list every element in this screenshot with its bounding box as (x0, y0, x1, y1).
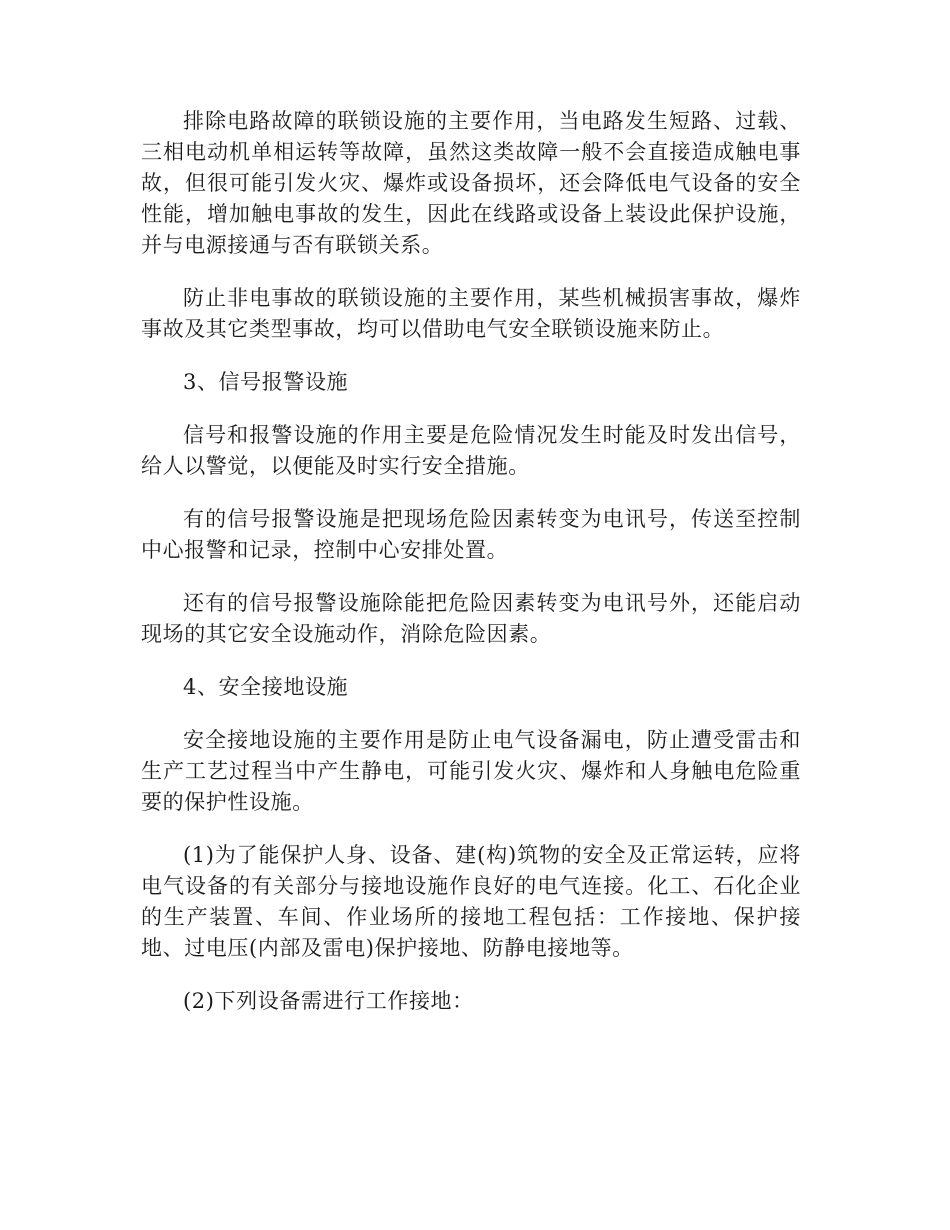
section-heading-grounding: 4、安全接地设施 (183, 675, 349, 699)
paragraph-signal-alarm-activation: 还有的信号报警设施除能把危险因素转变为电讯号外，还能启动现场的其它安全设施动作，消除危险因素。 (141, 591, 801, 646)
paragraph-interlock-non-electric: 防止非电事故的联锁设施的主要作用，某些机械损害事故，爆炸事故及其它类型事故，均可以借助电气安全联锁设施来防止。 (141, 286, 801, 341)
paragraph-interlock-fault: 排除电路故障的联锁设施的主要作用，当电路发生短路、过载、三相电动机单相运转等故障，虽然这类故障一般不会直接造成触电事故，但很可能引发火灾、爆炸或设备损坏，还会降低电气设备的安全性能，增加触电事故的发生，因此在线路或设备上装设此保护设施，并与电源接通与否有联锁关系。 (141, 109, 801, 257)
section-heading-signal-alarm: 3、信号报警设施 (183, 370, 349, 394)
paragraph-grounding-item-2: (2)下列设备需进行工作接地： (183, 989, 474, 1013)
paragraph-signal-alarm-control-center: 有的信号报警设施是把现场危险因素转变为电讯号，传送至控制中心报警和记录，控制中心安排处置。 (141, 507, 801, 562)
paragraph-grounding-item-1: (1)为了能保护人身、设备、建(构)筑物的安全及正常运转，应将电气设备的有关部分与接地设施作良好的电气连接。化工、石化企业的生产装置、车间、作业场所的接地工程包括：工作接地、保护接地、过电压(内部及雷电)保护接地、防静电接地等。 (141, 843, 801, 960)
paragraph-signal-alarm-purpose: 信号和报警设施的作用主要是危险情况发生时能及时发出信号，给人以警觉，以便能及时实行安全措施。 (141, 423, 801, 478)
document-body (141, 106, 801, 1039)
paragraph-grounding-purpose: 安全接地设施的主要作用是防止电气设备漏电，防止遭受雷击和生产工艺过程当中产生静电，可能引发火灾、爆炸和人身触电危险重要的保护性设施。 (141, 728, 801, 814)
